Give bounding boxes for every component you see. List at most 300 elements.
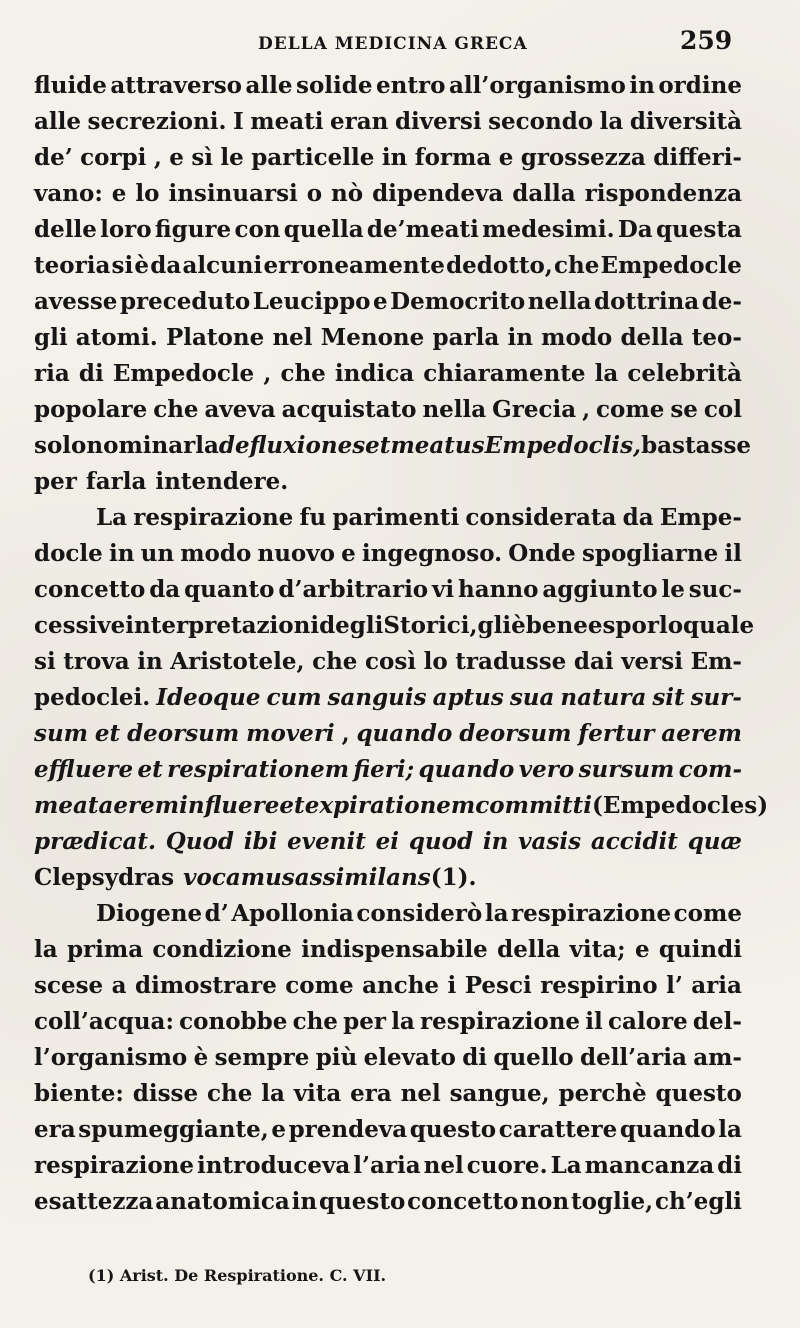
word: trova (63, 648, 130, 675)
word: fluide (34, 72, 107, 99)
word: chiaramente (423, 360, 586, 387)
text-line (34, 500, 742, 536)
word: non (520, 1188, 570, 1215)
word: l’ (666, 972, 683, 999)
word: considerò (356, 900, 483, 927)
text-line (34, 104, 742, 140)
word: esporlo (587, 612, 684, 639)
word: Storici, (383, 612, 478, 639)
word: aerem (661, 720, 742, 747)
word: ordine (658, 72, 742, 99)
word: de- (701, 288, 742, 315)
word: fu (299, 504, 327, 531)
word: considerata (465, 504, 617, 531)
word: docle (34, 540, 103, 567)
word: , (341, 720, 350, 747)
word: ei (375, 828, 400, 855)
word: la (261, 1080, 285, 1107)
text-line (34, 212, 742, 248)
word: vita (293, 1080, 342, 1107)
word: quella (283, 216, 364, 243)
text-line (34, 1076, 742, 1112)
word: più (315, 1044, 358, 1071)
word: aptus (432, 684, 504, 711)
word: sanguis (327, 684, 427, 711)
word: sursum (578, 756, 675, 783)
word: quod (408, 828, 474, 855)
word: o (306, 180, 323, 207)
word: da (149, 576, 181, 603)
word: toglie, (570, 1188, 654, 1215)
text-line (34, 788, 769, 824)
word: concetto (407, 1188, 519, 1215)
word: e (271, 1116, 286, 1143)
word: de’meati (366, 216, 479, 243)
word: entro (375, 72, 446, 99)
word: natura (560, 684, 647, 711)
word: alle (245, 72, 293, 99)
word: Empedocle (112, 360, 255, 387)
word: è (511, 612, 526, 639)
word: la (718, 1116, 742, 1143)
word: era (350, 1080, 392, 1107)
word: da (622, 504, 654, 531)
word: nel (272, 324, 313, 351)
word: l’aria (353, 1152, 421, 1179)
word: ingegnoso. (361, 540, 503, 567)
word: il (585, 1008, 603, 1035)
word: aggiunto (542, 576, 658, 603)
word: Empe- (659, 504, 742, 531)
word: interpretazioni (125, 612, 320, 639)
word: e (169, 144, 184, 171)
word: cuore. (466, 1152, 548, 1179)
word: in (507, 324, 533, 351)
word: questo (655, 1080, 742, 1107)
word: respirazione (34, 1152, 195, 1179)
word: Clepsydras (34, 864, 175, 891)
word: dell’aria (579, 1044, 687, 1071)
word: modo (180, 540, 252, 567)
word: prima (66, 936, 144, 963)
word: fieri; (353, 756, 415, 783)
word: Diogene (96, 900, 203, 927)
word: che (553, 252, 600, 279)
word: et (279, 792, 305, 819)
word: e (373, 288, 388, 315)
word: Leucippo (252, 288, 371, 315)
word: attraverso (110, 72, 242, 99)
word: accidit (590, 828, 678, 855)
word: prendeva (288, 1116, 408, 1143)
text-line (34, 896, 742, 932)
word: figure (154, 216, 232, 243)
word: preceduto (119, 288, 251, 315)
word: Em- (690, 648, 742, 675)
word: secondo (488, 108, 594, 135)
word: popolare (34, 396, 148, 423)
word: Pesci (464, 972, 532, 999)
word: meati (250, 108, 324, 135)
text-line (34, 680, 742, 716)
text-line (34, 392, 742, 428)
word: perchè (558, 1080, 647, 1107)
text-line (34, 968, 742, 1004)
word: nuovo (257, 540, 335, 567)
text-line (34, 860, 742, 896)
text-line (34, 1184, 742, 1220)
word: assimilans (294, 864, 431, 891)
word: in (137, 648, 163, 675)
word: prædicat. (34, 828, 156, 855)
word: di (78, 360, 104, 387)
word: la (484, 900, 509, 927)
word: che (292, 1008, 338, 1035)
word: aveva (204, 396, 276, 423)
word: atomi. (75, 324, 158, 351)
word: vocamus (183, 864, 295, 891)
word: Onde (508, 540, 576, 567)
word: sit (652, 684, 685, 711)
word: sum (34, 720, 89, 747)
word: particelle (251, 144, 375, 171)
word: (1). (430, 864, 477, 891)
word: Grecia (492, 396, 577, 423)
word: meat (34, 792, 99, 819)
word: quanto (184, 576, 275, 603)
footnote: (1) Arist. De Respiratione. C. VII. (88, 1266, 387, 1285)
word: solide (296, 72, 373, 99)
running-title: DELLA MEDICINA GRECA (258, 34, 528, 54)
word: così (365, 648, 417, 675)
word: celebrità (627, 360, 742, 387)
text-line (34, 320, 742, 356)
word: che (153, 396, 199, 423)
word: (Empedocles) (592, 792, 769, 819)
text-line (34, 248, 742, 284)
word: quello (493, 1044, 574, 1071)
word: biente: (34, 1080, 124, 1107)
word: Quod (165, 828, 234, 855)
word: un (140, 540, 175, 567)
word: fertur (578, 720, 655, 747)
word: le (661, 576, 685, 603)
text-line (34, 716, 742, 752)
word: la (599, 108, 624, 135)
page-number: 259 (680, 26, 733, 55)
word: in (381, 144, 408, 171)
word: si (34, 648, 56, 675)
word: nella (527, 288, 592, 315)
word: teo- (691, 324, 742, 351)
word: influere (179, 792, 280, 819)
word: grossezza (520, 144, 646, 171)
word: nò (331, 180, 364, 207)
word: com- (678, 756, 742, 783)
word: è (193, 1044, 209, 1071)
word: per (343, 1008, 386, 1035)
word: anatomica (155, 1188, 290, 1215)
word: sempre (214, 1044, 310, 1071)
word: respirazione (420, 1008, 581, 1035)
word: I (233, 108, 244, 135)
word: effluere (34, 756, 134, 783)
word: rispondenza (584, 180, 742, 207)
word: del- (692, 1008, 742, 1035)
word: questo (409, 1116, 497, 1143)
text-line (34, 608, 755, 644)
word: et (94, 720, 121, 747)
word: bene (525, 612, 588, 639)
word: era (34, 1116, 76, 1143)
word: alcuni (182, 252, 263, 279)
word: in (291, 1188, 318, 1215)
word: come (285, 972, 354, 999)
word: bastasse (641, 432, 752, 459)
word: dipendeva (372, 180, 504, 207)
word: , (582, 396, 591, 423)
word: Da (617, 216, 653, 243)
word: Apollonia (231, 900, 354, 927)
word: spogliarne (581, 540, 719, 567)
word: aerem (98, 792, 180, 819)
word: respirationem (167, 756, 350, 783)
word: la (391, 1008, 415, 1035)
word: alle (34, 108, 82, 135)
word: respirazione (133, 504, 294, 531)
word: spumeggiante, (78, 1116, 269, 1143)
word: parimenti (332, 504, 460, 531)
word: am- (693, 1044, 742, 1071)
word: , (263, 360, 272, 387)
word: quando (418, 756, 515, 783)
word: dottrina (594, 288, 700, 315)
word: Democrito (390, 288, 526, 315)
word: dai (573, 648, 614, 675)
word: condizione (152, 936, 292, 963)
word: dimostrare (134, 972, 277, 999)
word: meatus (390, 432, 485, 459)
word: , (153, 144, 162, 171)
word: quando (619, 1116, 716, 1143)
word: in (482, 828, 509, 855)
word: expirationem (304, 792, 476, 819)
word: lo (423, 648, 448, 675)
word: degli (319, 612, 384, 639)
word: per (34, 468, 77, 495)
word: introduceva (197, 1152, 351, 1179)
word: i (447, 972, 457, 999)
word: sua (509, 684, 555, 711)
word: e (111, 180, 127, 207)
text-line (34, 932, 742, 968)
word: col (703, 396, 742, 423)
word: et (137, 756, 163, 783)
body-text (34, 68, 769, 1220)
word: dalla (512, 180, 576, 207)
word: delle (34, 216, 97, 243)
word: differi- (653, 144, 742, 171)
word: Aristotele, (170, 648, 305, 675)
word: in (629, 72, 655, 99)
word: l’organismo (34, 1044, 188, 1071)
word: a (111, 972, 127, 999)
word: ibi (243, 828, 278, 855)
word: Ideoque (156, 684, 261, 711)
text-line (34, 140, 742, 176)
word: esattezza (34, 1188, 154, 1215)
word: da (150, 252, 182, 279)
word: diversità (629, 108, 742, 135)
word: dedotto, (446, 252, 553, 279)
text-line (34, 1148, 742, 1184)
word: vita; (569, 936, 626, 963)
text-line (34, 176, 742, 212)
word: se (670, 396, 698, 423)
word: committi (475, 792, 593, 819)
word: defluxiones (218, 432, 366, 459)
text-line (34, 284, 742, 320)
word: e (498, 144, 514, 171)
text-line (34, 536, 742, 572)
word: ria (34, 360, 70, 387)
word: de’ (34, 144, 73, 171)
text-line (34, 428, 752, 464)
text-line (34, 1040, 742, 1076)
word: nella (422, 396, 487, 423)
word: cum (266, 684, 322, 711)
word: della (620, 324, 684, 351)
word: quæ (687, 828, 742, 855)
word: ch’egli (655, 1188, 742, 1215)
word: secrezioni. (87, 108, 227, 135)
word: indispensabile (301, 936, 488, 963)
word: teoria (34, 252, 111, 279)
word: della (497, 936, 561, 963)
word: carattere (498, 1116, 618, 1143)
word: suc- (688, 576, 742, 603)
word: et (365, 432, 391, 459)
word: quale (683, 612, 755, 639)
word: che (206, 1080, 253, 1107)
word: nel (423, 1152, 464, 1179)
word: la (34, 936, 58, 963)
word: forma (414, 144, 492, 171)
word: che (280, 360, 326, 387)
word: concetto (34, 576, 146, 603)
word: avesse (34, 288, 118, 315)
word: è (134, 252, 150, 279)
word: si (111, 252, 134, 279)
word: Empedoclis, (484, 432, 642, 459)
text-line (34, 68, 742, 104)
word: vano: (34, 180, 103, 207)
text-line (34, 1112, 742, 1148)
word: sur- (690, 684, 742, 711)
text-line (34, 752, 742, 788)
word: come (673, 900, 742, 927)
word: evenit (287, 828, 366, 855)
word: che (312, 648, 358, 675)
word: mancanza (584, 1152, 715, 1179)
word: Platone (165, 324, 265, 351)
word: erroneamente (263, 252, 445, 279)
word: parla (432, 324, 500, 351)
word: lo (135, 180, 160, 207)
word: versi (621, 648, 683, 675)
word: eran (330, 108, 389, 135)
word: aria (691, 972, 742, 999)
word: sangue, (449, 1080, 550, 1107)
word: deorsum (127, 720, 240, 747)
word: in (108, 540, 135, 567)
word: medesimi. (482, 216, 615, 243)
word: conobbe (179, 1008, 288, 1035)
word: come (596, 396, 665, 423)
word: d’arbitrario (278, 576, 429, 603)
word: La (96, 504, 128, 531)
word: diversi (394, 108, 482, 135)
word: hanno (458, 576, 539, 603)
word: nel (400, 1080, 441, 1107)
word: Menone (320, 324, 425, 351)
word: all’organismo (448, 72, 626, 99)
text-line (34, 644, 742, 680)
word: anche (362, 972, 440, 999)
word: coll’acqua: (34, 1008, 174, 1035)
word: corpi (80, 144, 147, 171)
word: tradusse (455, 648, 567, 675)
word: di (717, 1152, 742, 1179)
text-line (34, 1004, 742, 1040)
word: solo (34, 432, 87, 459)
word: scese (34, 972, 104, 999)
word: gli (34, 324, 68, 351)
word: pedoclei. (34, 684, 151, 711)
word: il (724, 540, 742, 567)
word: gli (477, 612, 512, 639)
word: indica (334, 360, 415, 387)
word: la (594, 360, 619, 387)
word: farla (85, 468, 147, 495)
word: nominarla (86, 432, 219, 459)
word: Empedocle (600, 252, 742, 279)
text-line (34, 824, 742, 860)
word: disse (132, 1080, 199, 1107)
word: acquistato (281, 396, 417, 423)
text-line (34, 356, 742, 392)
word: e (634, 936, 650, 963)
word: elevato (363, 1044, 456, 1071)
word: loro (100, 216, 152, 243)
word: insinuarsi (168, 180, 298, 207)
word: con (234, 216, 281, 243)
word: respirazione (511, 900, 672, 927)
word: questa (655, 216, 742, 243)
word: quindi (658, 936, 742, 963)
word: vero (518, 756, 575, 783)
word: modo (541, 324, 613, 351)
word: cessive (34, 612, 126, 639)
word: respirino (540, 972, 658, 999)
word: La (550, 1152, 582, 1179)
word: le (220, 144, 244, 171)
word: di (462, 1044, 488, 1071)
word: quando (356, 720, 453, 747)
word: vasis (518, 828, 582, 855)
word: vi (432, 576, 455, 603)
text-line (34, 464, 742, 500)
